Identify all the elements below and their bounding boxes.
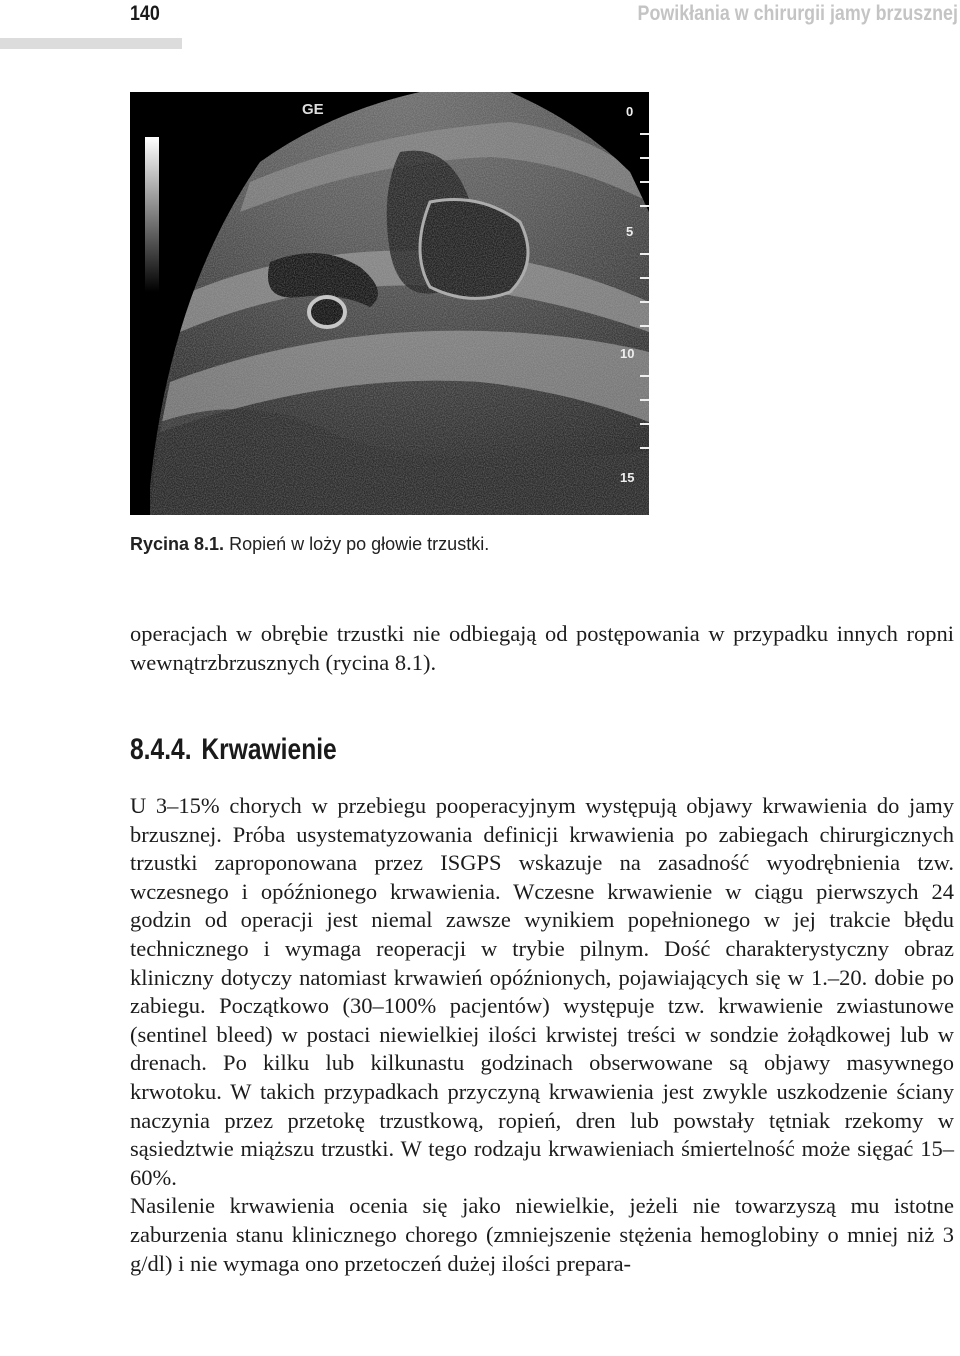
page-header <box>0 0 960 60</box>
scale-label-15: 15 <box>620 470 635 485</box>
grayscale-bar <box>145 137 159 292</box>
section-title: Krwawienie <box>201 733 337 766</box>
ultrasound-figure <box>130 92 649 515</box>
section-heading <box>130 730 337 770</box>
scale-label-10: 10 <box>620 346 635 361</box>
paragraph-bleeding-definition: U 3–15% chorych w przebiegu pooperacyjnym występują objawy krwawienia do jamy brzusznej. Próba usystematyzowania definicji krwawienia po zabiegach chirurgicznych trzustki zaproponowana przez ISGPS wskazuje na zasadność wyodrębnienia tzw. wczesnego i opóźnionego krwawienia. Wczesne krwawienie w ciągu pierwszych 24 godzin od operacji jest niemal zawsze wynikiem popełnionego w jej trakcie błędu technicznego i wymaga reoperacji w trybie pilnym. Dość charakterystyczny obraz kliniczny dotyczy natomiast krwawień opóźnionych, pojawiających się w 1.–20. dobie po zabiegu. Początkowo (30–100% pacjentów) występuje tzw. krwawienie zwiastunowe (sentinel bleed) w postaci niewielkiej ilości krwistej treści w sondzie żołądkowej lub w drenach. Po kilku lub kilkunastu godzinach obserwowane są objawy masywnego krwotoku. W takich przypadkach przyczyną krwawienia jest zwykle uszkodzenie ściany naczynia przez przetokę trzustkową, ropień, dren lub powstały tętniak rzekomy w sąsiedztwie miąższu trzustki. W tego rodzaju krwawieniach śmiertelność może sięgać 15–60%. <box>130 793 954 1190</box>
paragraph-bleeding-severity: Nasilenie krwawienia ocenia się jako niewielkie, jeżeli nie towarzyszą mu istotne zaburzenia stanu klinicznego chorego (zmniejszenie stężenia hemoglobiny o mniej niż 3 g/dl) i nie wymaga ono przetoczeń dużej ilości prepara- <box>130 1193 954 1276</box>
section-number: 8.4.4. <box>130 733 192 766</box>
intro-paragraph-text: operacjach w obrębie trzustki nie odbiegają od postępowania w przypadku innych ropni wewnątrzbrzusznych (rycina 8.1). <box>130 621 954 675</box>
corner-mark: GE <box>302 101 324 118</box>
caption-text: Ropień w loży po głowie trzustki. <box>229 534 490 554</box>
ultrasound-image <box>130 92 649 515</box>
figure-caption <box>130 532 830 556</box>
header-rule <box>0 38 182 49</box>
intro-paragraph <box>130 620 954 677</box>
caption-label: Rycina 8.1. <box>130 534 225 554</box>
running-title: Powikłania w chirurgii jamy brzusznej <box>637 2 958 25</box>
page-number: 140 <box>130 2 160 25</box>
body-text <box>130 792 954 1278</box>
scale-label-0: 0 <box>626 104 634 119</box>
scale-label-5: 5 <box>626 224 634 239</box>
